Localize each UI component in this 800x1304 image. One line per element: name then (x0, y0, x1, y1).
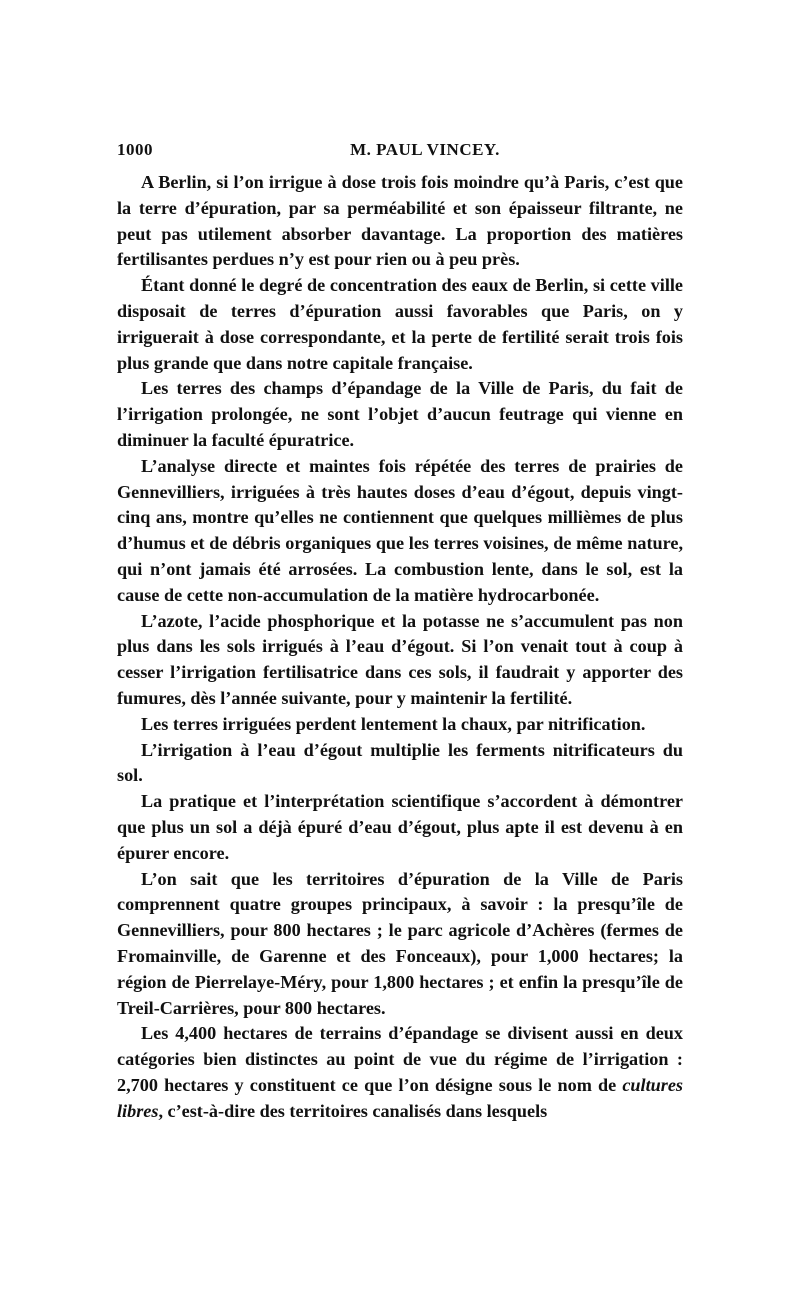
paragraph-nitrogen: L’azote, l’acide phosphorique et la potasse ne s’accumulent pas non plus dans les sols irrigués à l’eau d’égout. Si l’on venait tout à coup à cesser l’irrigation fertilisatrice dans ces sols, il faudrait y apporter des fumures, dès l’année suivante, pour y maintenir la fertilité. (117, 610, 683, 708)
italic-term: cultures libres (117, 1074, 683, 1121)
paragraph-berlin-concentration: Étant donné le degré de concentration des eaux de Berlin, si cette ville disposait de terres d’épuration aussi favorables que Paris, on y irriguerait à dose correspondante, et la perte de fertilité serait trois fois plus grande que dans notre capitale française. (117, 275, 683, 373)
paragraph-gennevilliers-analysis: L’analyse directe et maintes fois répétée des terres de prairies de Gennevilliers, irriguées à très hautes doses d’eau d’égout, depuis vingt-cinq ans, montre qu’elles ne contiennent que quelques millièmes de plus d’humus et de débris organiques que les terres voisines, de même nature, qui n’ont jamais été arrosées. La combustion lente, dans le sol, est la cause de cette non-accumulation de la matière hydrocarbonée. (117, 455, 683, 605)
body-text (117, 170, 683, 1124)
paragraph-paris-fields: Les terres des champs d’épandage de la Ville de Paris, du fait de l’irrigation prolongée, ne sont l’objet d’aucun feutrage qui vienne en diminuer la faculté épuratrice. (117, 378, 683, 450)
paragraph-practice: La pratique et l’interprétation scientifique s’accordent à démontrer que plus un sol a déjà épuré d’eau d’égout, plus apte il est devenu à en épurer encore. (117, 791, 683, 863)
paragraph-hectares-end: , c’est-à-dire des territoires canalisés dans lesquels (158, 1100, 548, 1121)
book-page (117, 140, 683, 1124)
paragraph-ferments: L’irrigation à l’eau d’égout multiplie les ferments nitrificateurs du sol. (117, 739, 683, 786)
paragraph-hectares-start: Les 4,400 hectares de terrains d’épandage se divisent aussi en deux catégories bien distinctes au point de vue du régime de l’irrigation : 2,700 hectares y constituent ce que l’on désigne sous le nom de (117, 1023, 683, 1095)
page-header (117, 140, 683, 170)
paragraph-territories: L’on sait que les territoires d’épuration de la Ville de Paris comprennent quatre groupes principaux, à savoir : la presqu’île de Gennevilliers, pour 800 hectares ; le parc agricole d’Achères (fermes de Fromainville, de Garenne et des Fonceaux), pour 1,000 hectares; la région de Pierrelaye-Méry, pour 1,800 hectares ; et enfin la presqu’île de Treil-Carrières, pour 800 hectares. (117, 868, 683, 1018)
page-number: 1000 (117, 140, 153, 159)
paragraph-berlin-irrigation: A Berlin, si l’on irrigue à dose trois fois moindre qu’à Paris, c’est que la terre d’épuration, par sa perméabilité et son épaisseur filtrante, ne peut pas utilement absorber davantage. La proportion des matières fertilisantes perdues n’y est pour rien ou à peu près. (117, 172, 683, 270)
paragraph-lime: Les terres irriguées perdent lentement la chaux, par nitrification. (141, 713, 646, 734)
paragraph-hectares (117, 1021, 683, 1124)
running-head: M. PAUL VINCEY. (350, 140, 500, 159)
